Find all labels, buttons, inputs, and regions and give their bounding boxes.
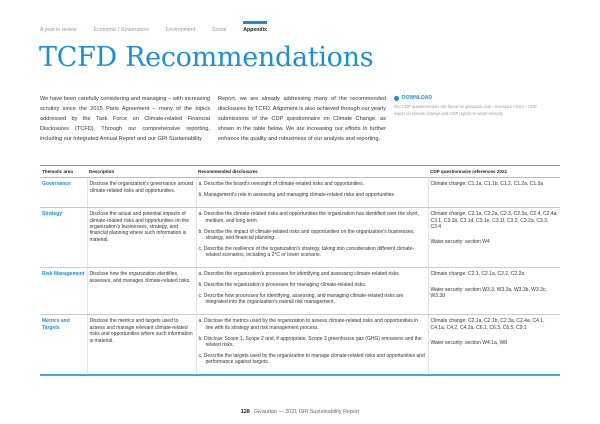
description: Disclose the organization's governance around climate-related risks and opportunities. bbox=[87, 178, 196, 208]
cdp-references bbox=[428, 268, 560, 315]
cdp-reference: Climate change: C2.1a, C2.2a, C2.3, C2.3a, C2.4, C2.4a, C3.1, C3.1b, C3.1d, C3.1e, C3.1f, C3.2, C3.2a, C3.3, C3.4 bbox=[430, 211, 558, 231]
disclosure-item: a. Describe the board's oversight of climate-related risks and opportunities. bbox=[198, 181, 364, 188]
page-number: 128 bbox=[240, 409, 250, 415]
disclosure-item: b. Management's role in assessing and managing climate-related risks and opportunities bbox=[198, 192, 395, 199]
cdp-references bbox=[428, 315, 560, 375]
cdp-reference: Climate change: C1.1a, C1.1b, C1.2, C1.2a, C1.3a bbox=[430, 181, 544, 188]
cdp-reference: Water security: section W4.1a, W8 bbox=[430, 340, 508, 347]
disclosure-item: a. Describe the organization's processes for identifying and assessing climate-related risks. bbox=[198, 271, 401, 278]
description: Disclose the actual and potential impacts of climate-related risks and opportunities on the organization's businesses, strategy, and financial planning where such information is material. bbox=[87, 208, 196, 268]
cdp-reference: Climate change: C2.1a, C2.1b, C2.3a, C2.4a, C4.1, C4.1a, C4.2, C4.2a, C6.1, C6.3, C6.5, C9.1 bbox=[430, 318, 545, 331]
nav-social[interactable]: Social bbox=[212, 27, 227, 33]
description: Disclose the metrics and targets used to assess and manage relevant climate-related risks and opportunities where such information is material. bbox=[87, 315, 196, 375]
nav-appendix[interactable]: Appendix bbox=[243, 27, 267, 33]
disclosure-item: b. Describe the impact of climate-related risks and opportunities on the organization's businesses, strategy, and financial planning. bbox=[198, 228, 415, 241]
nav-environment[interactable]: Environment bbox=[166, 27, 196, 33]
nav-economic-governance[interactable]: Economic / Governance bbox=[93, 27, 149, 33]
page-title: TCFD Recommendations bbox=[39, 42, 374, 73]
disclosure-item: c. Describe the resilience of the organization's strategy, taking into consideration different climate-related scenarios, including a 2°C or lower scenario. bbox=[198, 245, 415, 259]
cdp-reference: Water security: section W3.3, W3.3a, W3.3b, W3.3c, W3.3d bbox=[430, 286, 547, 299]
description: Disclose how the organization identifies, assesses, and manages climate-related risks. bbox=[87, 268, 196, 315]
table-row bbox=[40, 208, 560, 268]
header-thematic-area: Thematic area bbox=[40, 166, 87, 178]
cdp-references bbox=[428, 208, 560, 268]
cdp-reference: Climate change: C2.1, C2.1a, C2.2, C2.2a bbox=[430, 271, 525, 278]
cdp-references bbox=[428, 178, 560, 208]
header-cdp-references: CDP questionnaire references 2021 bbox=[428, 166, 560, 178]
table-row bbox=[40, 268, 560, 315]
disclosure-item: b. Disclose Scope 1, Scope 2 and, if appropriate, Scope 3 greenhouse gas (GHG) emissions and the related risks. bbox=[198, 335, 422, 348]
download-link[interactable] bbox=[394, 95, 544, 101]
footer-text: Givaudan — 2021 GRI Sustainability Report bbox=[253, 409, 360, 415]
nav-year-in-review[interactable]: A year in review bbox=[40, 27, 77, 33]
download-description: Our CDP questionnaires are found on givaudan.com › investors › ESG › CDP report on climate change and CDP report on water security bbox=[394, 104, 537, 116]
disclosure-item: a. Describe the climate-related risks and opportunities the organization has identified over the short, medium, and long term. bbox=[198, 211, 419, 224]
thematic-area: Governance bbox=[40, 178, 87, 208]
table-row bbox=[40, 315, 560, 375]
download-icon bbox=[394, 96, 399, 101]
download-label: DOWNLOAD bbox=[402, 95, 432, 101]
top-navigation bbox=[40, 27, 267, 33]
recommended-disclosures bbox=[196, 315, 428, 375]
page-footer bbox=[0, 409, 600, 415]
intro-paragraph-2: Report, we are already addressing many of the recommended disclosures by TCFD. Alignment is also achieved through our yearly submissions of the CDP questionnaire on Climate Change, as shown in the table below. We are increasing our efforts to further enhance the quality and robustness of our analysis and reporting. bbox=[218, 96, 386, 142]
header-recommended-disclosures: Recommended disclosures bbox=[196, 166, 428, 178]
thematic-area: Metrics and Targets bbox=[42, 318, 70, 331]
disclosure-item: a. Disclose the metrics used by the organization to assess climate-related risks and opportunities in line with its strategy and risk management process. bbox=[198, 318, 419, 331]
download-box bbox=[394, 95, 544, 117]
disclosure-item: c. Describe the targets used by the organization to manage climate-related risks and opportunities and performance against targets. bbox=[198, 352, 425, 366]
recommended-disclosures bbox=[196, 268, 428, 315]
intro-paragraph-1: We have been carefully considering and managing – with increasing scrutiny since the 2015 Paris Agreement – many of the topics addressed by the Task Force on Climate-related Financial Disclosures (TCFD). Through our comprehensive reporting, including our Integrated Annual Report and our GRI Sustainability bbox=[40, 96, 210, 142]
thematic-area: Risk Management bbox=[40, 268, 87, 315]
thematic-area: Strategy bbox=[40, 208, 87, 268]
table-row bbox=[40, 178, 560, 208]
cdp-reference: Water security: section W4 bbox=[430, 239, 490, 246]
disclosure-item: c. Describe how processes for identifying, assessing, and managing climate-related risks are integrated into the organization's overall risk management. bbox=[198, 292, 404, 306]
header-description: Description bbox=[87, 166, 196, 178]
disclosure-item: b. Describe the organization's processes for managing climate-related risks. bbox=[198, 282, 367, 289]
recommended-disclosures bbox=[196, 178, 428, 208]
recommended-disclosures bbox=[196, 208, 428, 268]
tcfd-table bbox=[40, 165, 560, 376]
